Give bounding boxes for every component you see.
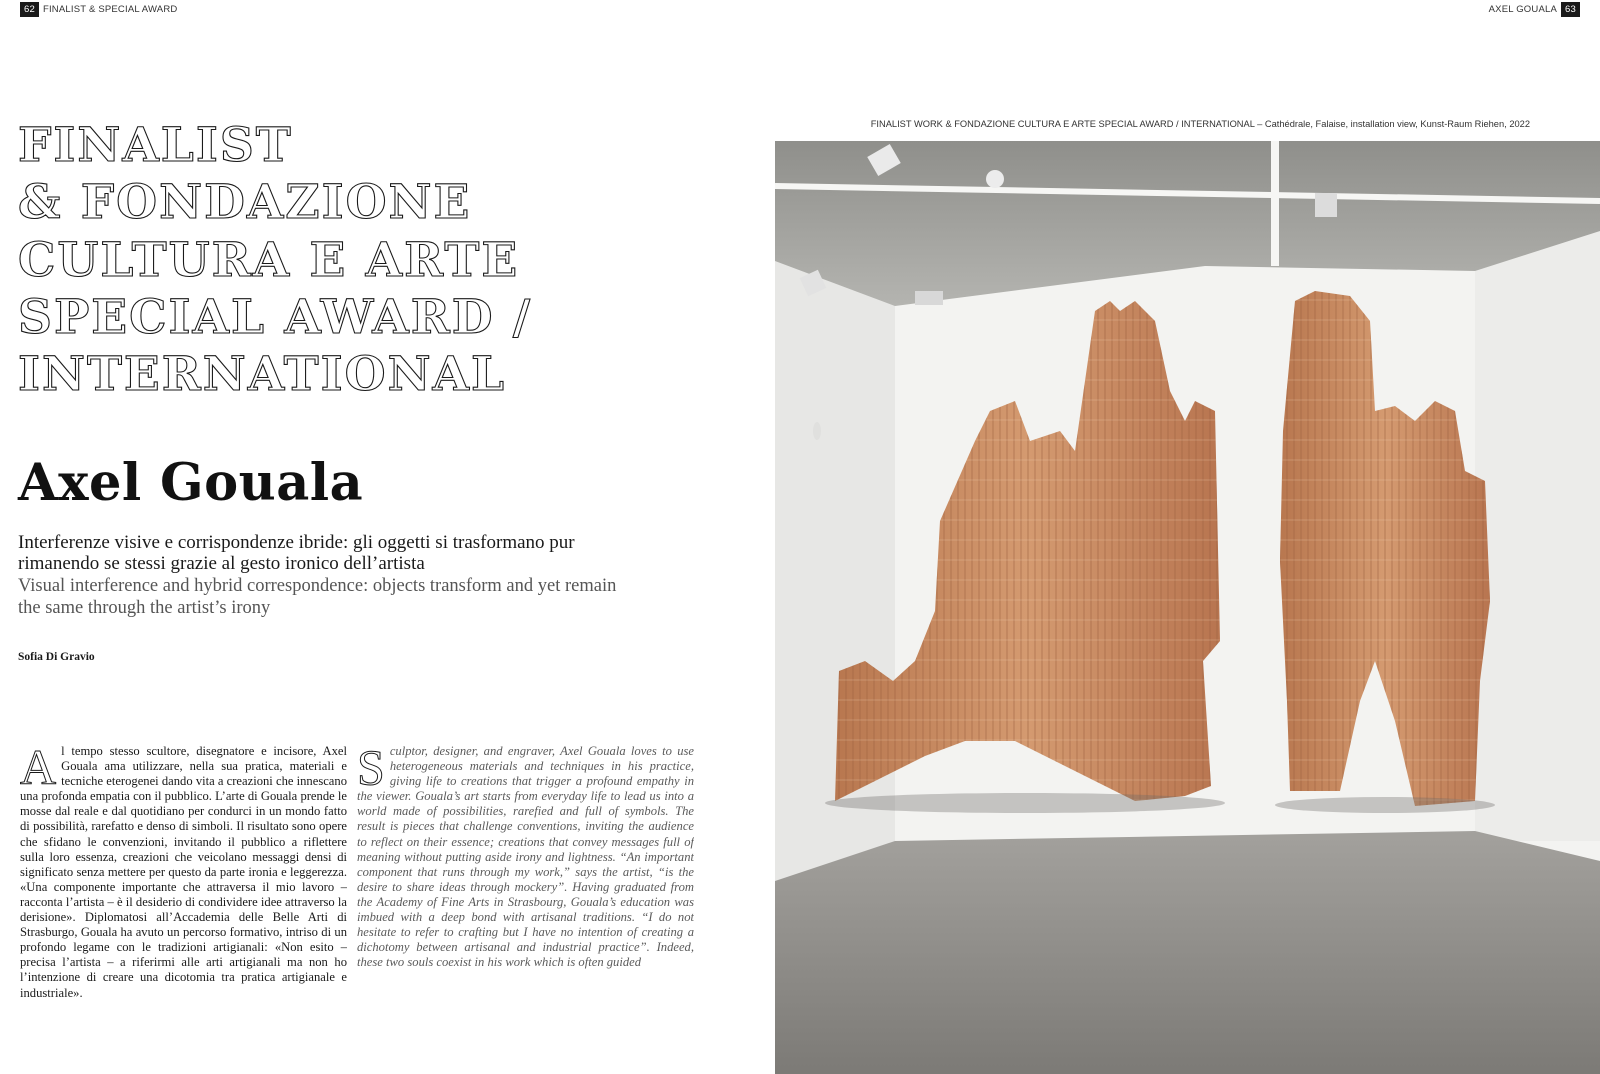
page-number-left: 62 <box>20 2 39 17</box>
body-column-english <box>357 744 694 1008</box>
projector <box>915 291 943 305</box>
installation-photo-illustration <box>775 141 1600 1074</box>
dropcap-english: S <box>357 744 385 795</box>
smoke-detector <box>986 170 1004 188</box>
sculpture-shadow <box>1275 797 1495 813</box>
body-column-italian <box>20 744 347 1008</box>
article-title <box>18 117 532 404</box>
sculpture-shadow <box>825 793 1225 813</box>
subtitle-english: Visual interference and hybrid correspondence: objects transform and yet remain the same through the artist’s irony <box>18 576 617 618</box>
section-label-right: AXEL GOUALA <box>1488 4 1558 15</box>
title-line: FINALIST <box>18 118 293 173</box>
title-line: CULTURA E ARTE <box>18 232 520 288</box>
subtitle-italian: Interferenze visive e corrispondenze ibride: gli oggetti si trasformano pur rimanendo se stessi grazie al gesto ironico dell’artista <box>18 532 575 574</box>
ceiling-light <box>1315 193 1337 217</box>
page-number-right: 63 <box>1561 2 1580 17</box>
section-label-left: FINALIST & SPECIAL AWARD <box>42 4 178 15</box>
running-header-right <box>1489 2 1580 17</box>
artist-name: Axel Gouala <box>18 453 364 513</box>
title-line: INTERNATIONAL <box>18 347 507 403</box>
body-text-english: culptor, designer, and engraver, Axel Gouala loves to use heterogeneous materials and techniques in his practice, giving life to creations that trigger a profound empathy in the viewer. Gouala’s art starts from everyday life to lead us into a world made of possibilities, rarefied and full of symbols. The result is pieces that challenge conventions, inviting the audience to reflect on their essence; creations that convey messages full of meaning without putting aside irony and lightness. “An important component that runs through my work,” says the artist, “is the desire to share ideas through mockery”. Having graduated from the Academy of Fine Arts in Strasbourg, Gouala’s education was imbued with a deep bond with artisanal traditions. “I do not hesitate to refer to crafting but I have no intention of creating a dichotomy between artisanal and industrial practice”. Indeed, these two souls coexist in his work which is often guided <box>357 744 694 970</box>
gallery-floor <box>775 831 1600 1074</box>
installation-photo <box>775 141 1600 1074</box>
wall-object <box>813 422 821 440</box>
title-line: SPECIAL AWARD / <box>18 289 533 345</box>
dropcap-italian: A <box>20 744 57 795</box>
running-header-left <box>20 2 177 17</box>
title-line: & FONDAZIONE <box>18 175 472 231</box>
body-text-italian: l tempo stesso scultore, disegnatore e incisore, Axel Gouala ama utilizzare, nella sua pratica, materiali e tecniche eterogenei dando vita a creazioni che innescano una profonda empatia con il pubblico. L’arte di Gouala prende le mosse dal reale e dal quotidiano per condurci in un mondo fatto di possibilità, rarefatto e denso di simboli. Il risultato sono opere che sfidano le convenzioni, invitando il pubblico a riflettere sulla loro essenza, creazioni che veicolano messaggi densi di significato senza mettere per questo da parte ironia e leggerezza. «Una componente importante che attraversa il mio lavoro – racconta l’artista – è il desiderio di condividere idee attraverso la derisione». Diplomatosi all’Accademia delle Belle Arti di Strasburgo, Gouala ha avuto un percorso formativo, intriso di un profondo legame con le tradizioni artigianali: «Non esito – precisa l’artista – a riferirmi alle arti artigianali ma non ho l’intenzione di creare una dicotomia tra pratica artigianale e industriale». <box>20 744 347 1000</box>
author-byline: Sofia Di Gravio <box>18 651 95 663</box>
photo-caption: FINALIST WORK & FONDAZIONE CULTURA E ARTE SPECIAL AWARD / INTERNATIONAL – Cathédrale, Falaise, installation view, Kunst-Raum Riehen, 2022 <box>870 119 1530 129</box>
